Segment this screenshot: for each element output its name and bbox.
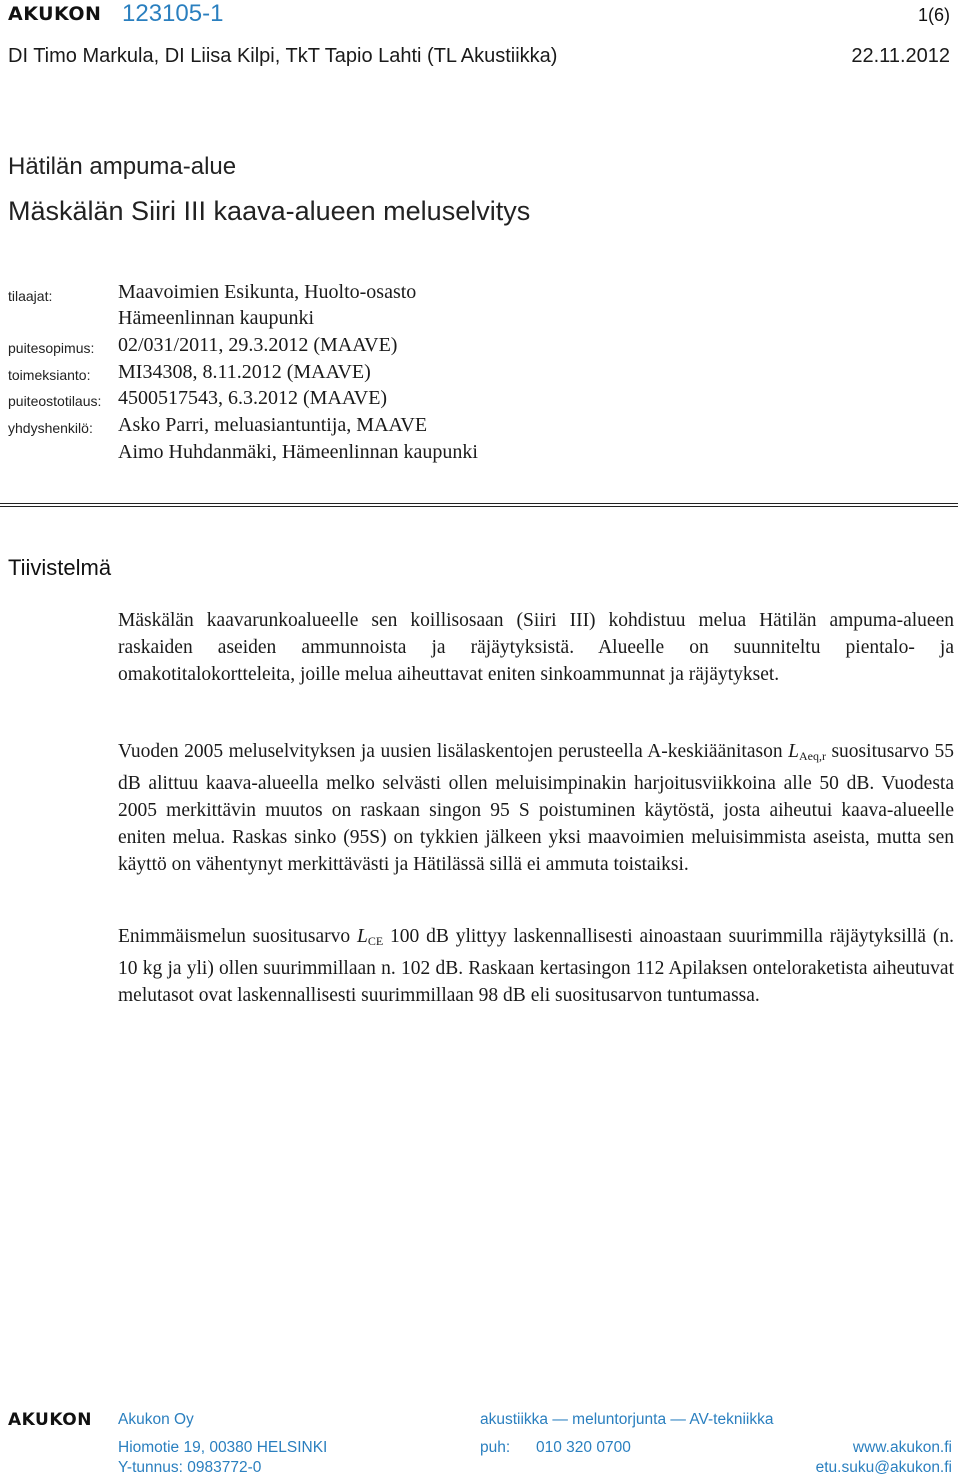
page-number: 1(6) <box>917 5 950 25</box>
puiteostotilaus-value: 4500517543, 6.3.2012 (MAAVE) <box>118 387 388 409</box>
symbol-l: L <box>357 926 368 947</box>
authors: DI Timo Markula, DI Liisa Kilpi, TkT Tapio Lahti (TL Akustiikka) <box>8 45 558 67</box>
document-number: 123105-1 <box>122 0 224 27</box>
footer-email-link[interactable]: etu.suku@akukon.fi <box>815 1459 952 1476</box>
symbol-subscript-aeq: Aeq,r <box>798 749 826 763</box>
footer-phone-label: puh: <box>480 1439 511 1456</box>
footer-website-link[interactable]: www.akukon.fi <box>852 1439 952 1456</box>
footer-address: Hiomotie 19, 00380 HELSINKI <box>118 1439 328 1456</box>
tilaajat-value-2: Hämeenlinnan kaupunki <box>118 307 315 329</box>
footer-tagline: akustiikka — meluntorjunta — AV-tekniikka <box>480 1411 774 1428</box>
footer-business-id: Y-tunnus: 0983772-0 <box>118 1459 262 1476</box>
puitesopimus-value: 02/031/2011, 29.3.2012 (MAAVE) <box>118 334 398 356</box>
yhdyshenkilo-label: yhdyshenkilö: <box>8 420 93 436</box>
summary-paragraph-2: Vuoden 2005 meluselvityksen ja uusien lisälaskentojen perusteella A-keskiäänitason $L_{Aeq,r}$ suositusarvo 55 dB alittuu kaava-alueella melko selvästi ollen meluisimpinakin harjoitusviikkoina alle 50 dB. Vuodesta 2005 merkittävin muutos on raskaan singon 95 S poistuminen käytöstä, josta aiheutui kaava-alueelle eniten melua. Raskas sinko (95S) on tykkien jälkeen yksi maavoimien meluisimmista aseista, mutta sen käyttö on vähentynyt merkittävästi ja Hätilässä sillä ei ammuta toistaiksi. <box>118 741 954 875</box>
report-title-line1: Hätilän ampuma-alue <box>8 153 237 180</box>
toimeksianto-value: MI34308, 8.11.2012 (MAAVE) <box>118 361 371 383</box>
section-divider <box>0 503 958 507</box>
symbol-l: L <box>788 741 799 762</box>
symbol-subscript-ce: CE <box>367 934 384 948</box>
yhdyshenkilo-value-2: Aimo Huhdanmäki, Hämeenlinnan kaupunki <box>118 441 478 463</box>
company-logo: AKUKON <box>8 3 102 25</box>
tilaajat-value-1: Maavoimien Esikunta, Huolto-osasto <box>118 281 417 303</box>
puitesopimus-label: puitesopimus: <box>8 340 95 356</box>
summary-heading: Tiivistelmä <box>8 555 112 580</box>
toimeksianto-label: toimeksianto: <box>8 367 91 383</box>
tilaajat-label: tilaajat: <box>8 288 53 304</box>
report-title-line2: Mäskälän Siiri III kaava-alueen meluselvitys <box>8 196 531 226</box>
yhdyshenkilo-value-1: Asko Parri, meluasiantuntija, MAAVE <box>118 414 428 436</box>
footer-logo: AKUKON <box>8 1410 92 1430</box>
footer-phone: 010 320 0700 <box>536 1439 631 1456</box>
footer-company: Akukon Oy <box>118 1411 194 1428</box>
summary-paragraph-1: Mäskälän kaavarunkoalueelle sen koillisosaan (Siiri III) kohdistuu melua Hätilän ampuma-alueen raskaiden aseiden ammunnoista ja räjäytyksistä. Alueelle on suunniteltu pientalo- ja omakotitalokortteleita, joille melua aiheuttavat eniten sinkoammunnat ja räjäytykset. <box>118 610 954 685</box>
document-date: 22.11.2012 <box>851 45 950 67</box>
puiteostotilaus-label: puiteostotilaus: <box>8 393 102 409</box>
summary-paragraph-3: Enimmäismelun suositusarvo $L_{CE}$ 100 dB ylittyy laskennallisesti ainoastaan suurimmilla räjäytyksillä (n. 10 kg ja yli) ollen suurimmillaan n. 102 dB. Raskaan kertasingon 112 Apilaksen onteloraketista aiheutuvat melutasot ovat laskennallisesti suurimmillaan 98 dB eli suositusarvon tuntumassa. <box>118 926 954 1006</box>
